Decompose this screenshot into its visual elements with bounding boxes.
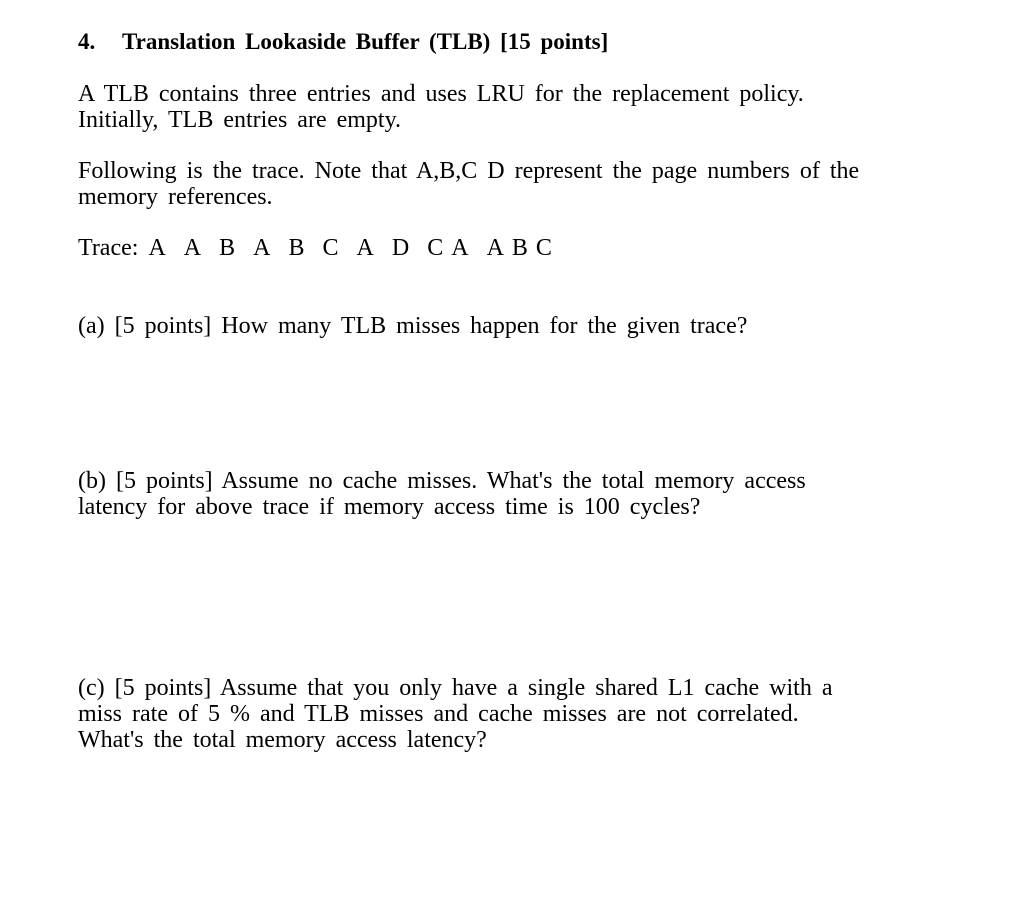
trace-note-paragraph bbox=[78, 158, 859, 210]
trace-token: C bbox=[535, 235, 552, 261]
part-c-line-1: (c) [5 points] Assume that you only have a single shared L1 cache with a bbox=[78, 675, 833, 701]
trace-token: D bbox=[391, 235, 410, 261]
trace-token: B bbox=[219, 235, 236, 261]
trace-token: C bbox=[322, 235, 339, 261]
part-b-line-2: latency for above trace if memory access time is 100 cycles? bbox=[78, 494, 701, 520]
trace-token: A bbox=[148, 235, 166, 261]
trace-token: B bbox=[511, 235, 528, 261]
part-a-question bbox=[78, 313, 747, 339]
trace-token: A bbox=[183, 235, 202, 261]
trace-note-line-2: memory references. bbox=[78, 184, 273, 210]
part-b-line-1: (b) [5 points] Assume no cache misses. What's the total memory access bbox=[78, 468, 806, 494]
intro-line-1: A TLB contains three entries and uses LRU for the replacement policy. bbox=[78, 81, 804, 107]
part-c-question bbox=[78, 675, 832, 753]
intro-line-2: Initially, TLB entries are empty. bbox=[78, 107, 402, 133]
part-b-question bbox=[78, 468, 806, 520]
question-title: Translation Lookaside Buffer (TLB) [15 points] bbox=[122, 29, 609, 54]
intro-paragraph bbox=[78, 81, 804, 133]
trace-token: A bbox=[356, 235, 374, 261]
trace-token: C bbox=[427, 235, 444, 261]
trace-token: A bbox=[253, 235, 271, 261]
part-c-line-2: miss rate of 5 % and TLB misses and cache misses are not correlated. bbox=[78, 701, 799, 727]
trace-token: B bbox=[288, 235, 305, 261]
trace-token: A bbox=[451, 235, 469, 261]
trace-token: A bbox=[486, 235, 504, 261]
trace-note-line-1: Following is the trace. Note that A,B,C D represent the page numbers of the bbox=[78, 158, 860, 184]
trace-line bbox=[78, 235, 570, 261]
part-a-line-1: (a) [5 points] How many TLB misses happen for the given trace? bbox=[78, 313, 748, 339]
part-c-line-3: What's the total memory access latency? bbox=[78, 727, 487, 753]
question-heading bbox=[78, 29, 608, 55]
trace-label: Trace: bbox=[78, 235, 139, 261]
question-number: 4. bbox=[78, 29, 96, 54]
